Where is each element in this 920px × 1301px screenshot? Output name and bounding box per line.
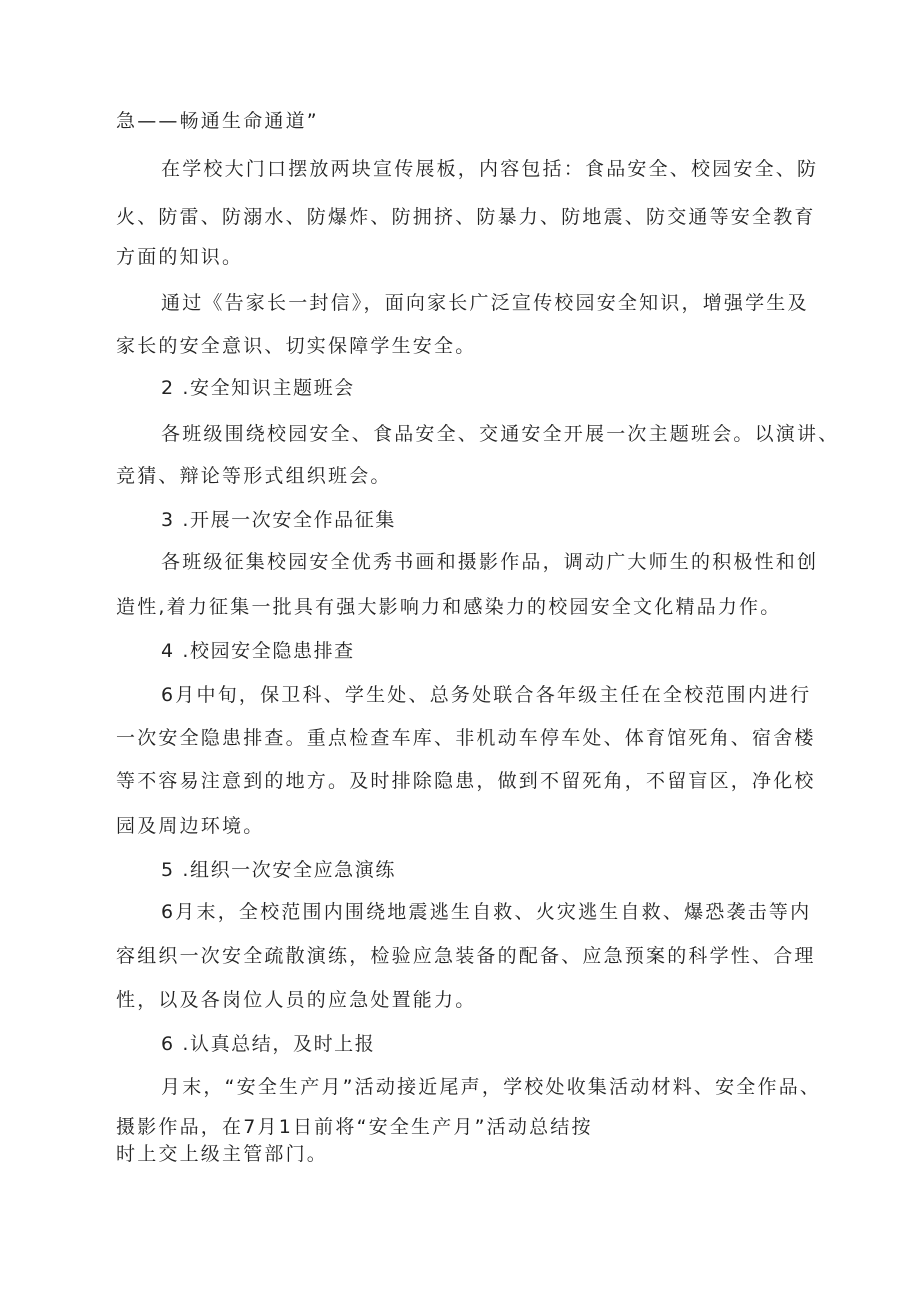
paragraph-first-line: 6月中旬，保卫科、学生处、总务处联合各年级主任在全校范围内进行 (161, 684, 812, 706)
text-line: 方面的知识。 (116, 246, 244, 268)
paragraph-first-line: 各班级围绕校园安全、食品安全、交通安全开展一次主题班会。以演讲、 (161, 423, 840, 445)
text-line: 竞猜、辩论等形式组织班会。 (116, 465, 392, 487)
paragraph-first-line: 6月末，全校范围内围绕地震逃生自救、火灾逃生自救、爆恐袭击等内 (161, 901, 812, 923)
text-line: 时上交上级主管部门。 (116, 1143, 329, 1165)
section-heading: 4 .校园安全隐患排查 (161, 640, 355, 662)
text-line: 急——畅通生命通道” (116, 110, 319, 132)
paragraph-first-line: 通过《告家长一封信》，面向家长广泛宣传校园安全知识，增强学生及 (161, 292, 809, 314)
text-line: 家长的安全意识、切实保障学生安全。 (116, 335, 477, 357)
text-line: 等不容易注意到的地方。及时排除隐患，做到不留死角，不留盲区，净化校 (116, 770, 816, 792)
text-line: 火、防雷、防溺水、防爆炸、防拥挤、防暴力、防地震、防交通等安全教育 (116, 206, 816, 228)
text-line: 容组织一次安全疏散演练，检验应急装备的配备、应急预案的科学性、合理 (116, 945, 816, 967)
section-heading: 3 .开展一次安全作品征集 (161, 509, 396, 531)
paragraph-first-line: 月末，“安全生产月”活动接近尾声，学校处收集活动材料、安全作品、 (161, 1076, 822, 1098)
paragraph-first-line: 在学校大门口摆放两块宣传展板，内容包括：食品安全、校园安全、防 (161, 158, 819, 180)
text-line: 园及周边环境。 (116, 815, 265, 837)
paragraph-first-line: 各班级征集校园安全优秀书画和摄影作品，调动广大师生的积极性和创 (161, 551, 819, 573)
section-heading: 2 .安全知识主题班会 (161, 377, 355, 399)
text-line: 一次安全隐患排查。重点检查车库、非机动车停车处、体育馆死角、宿舍楼 (116, 727, 816, 749)
text-line: 性，以及各岗位人员的应急处置能力。 (116, 989, 477, 1011)
section-heading: 6 .认真总结，及时上报 (161, 1033, 376, 1055)
text-line: 摄影作品，在7月1日前将“安全生产月”活动总结按 (116, 1116, 593, 1138)
section-heading: 5 .组织一次安全应急演练 (161, 859, 396, 881)
text-line: 造性,着力征集一批具有强大影响力和感染力的校园安全文化精品力作。 (116, 596, 782, 618)
